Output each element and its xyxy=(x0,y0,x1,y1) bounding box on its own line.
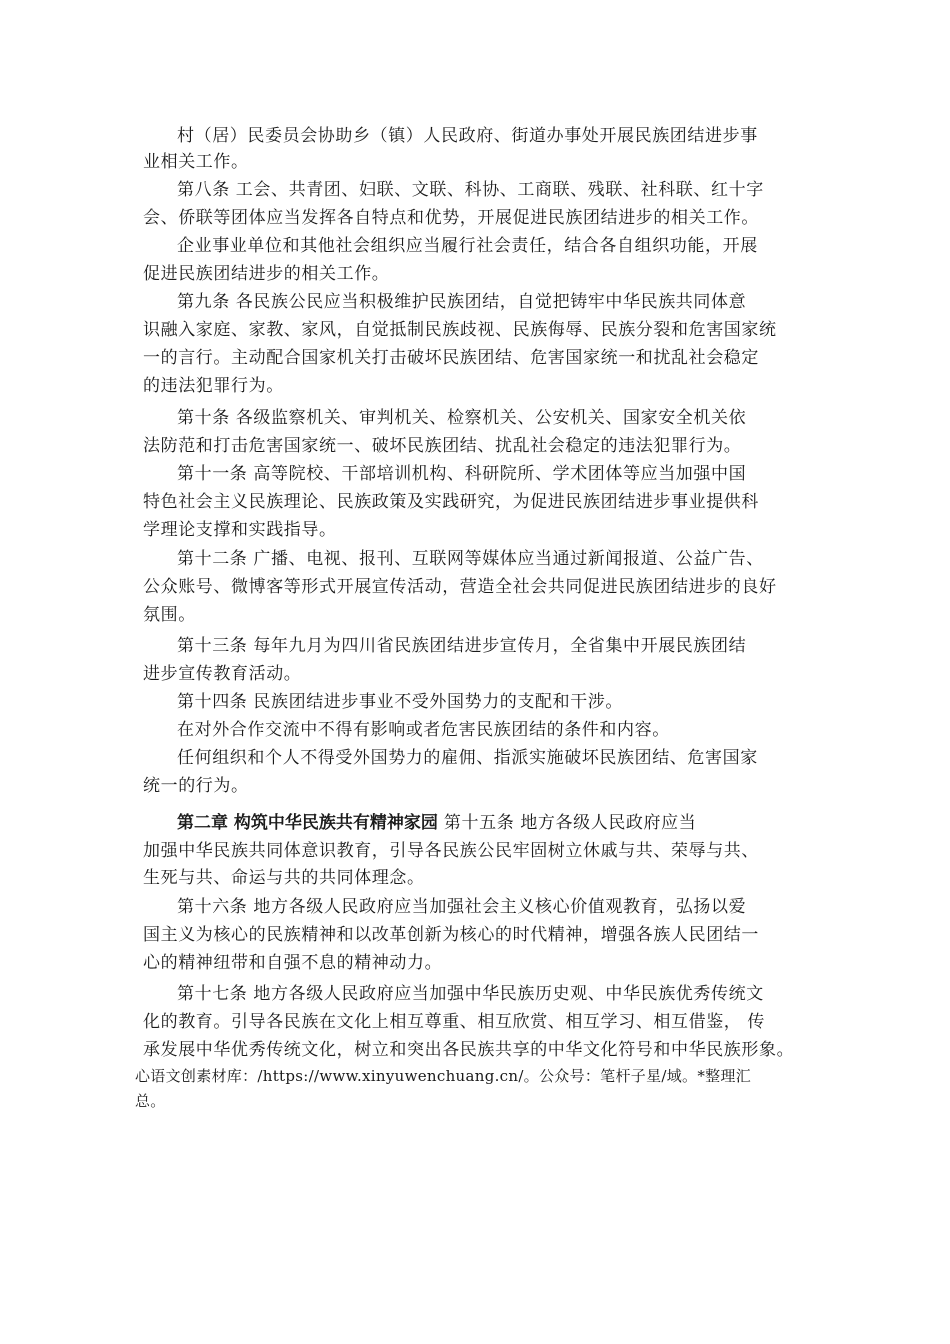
article-17-line: 第十七条 地方各级人民政府应当加强中华民族历史观、中华民族优秀传统文 xyxy=(177,984,764,1004)
paragraph-line: 促进民族团结进步的相关工作。 xyxy=(143,264,390,284)
paragraph-line: 心的精神纽带和自强不息的精神动力。 xyxy=(143,953,443,973)
paragraph-line: 的违法犯罪行为。 xyxy=(143,376,284,396)
paragraph-line: 会、侨联等团体应当发挥各自特点和优势，开展促进民族团结进步的相关工作。 xyxy=(143,208,759,228)
article-10-line: 第十条 各级监察机关、审判机关、检察机关、公安机关、国家安全机关依 xyxy=(177,408,747,428)
article-11-line: 第十一条 高等院校、干部培训机构、科研院所、学术团体等应当加强中国 xyxy=(177,464,747,484)
paragraph-line: 公众账号、微博客等形式开展宣传活动，营造全社会共同促进民族团结进步的良好 xyxy=(143,577,777,597)
article-8-line: 第八条 工会、共青团、妇联、文联、科协、工商联、残联、社科联、红十字 xyxy=(177,180,764,200)
paragraph-line: 村（居）民委员会协助乡（镇）人民政府、街道办事处开展民族团结进步事 xyxy=(177,126,758,146)
chapter-2-line xyxy=(177,811,696,835)
paragraph-line: 国主义为核心的民族精神和以改革创新为核心的时代精神，增强各族人民团结一 xyxy=(143,925,759,945)
article-16-line: 第十六条 地方各级人民政府应当加强社会主义核心价值观教育，弘扬以爱 xyxy=(177,897,747,917)
paragraph-line: 进步宣传教育活动。 xyxy=(143,664,302,684)
paragraph-line: 法防范和打击危害国家统一、破坏民族团结、扰乱社会稳定的违法犯罪行为。 xyxy=(143,436,742,456)
paragraph-line: 识融入家庭、家教、家风，自觉抵制民族歧视、民族侮辱、民族分裂和危害国家统 xyxy=(143,320,777,340)
paragraph-line: 学理论支撑和实践指导。 xyxy=(143,520,337,540)
paragraph-line: 生死与共、命运与共的共同体理念。 xyxy=(143,868,425,888)
paragraph-line: 任何组织和个人不得受外国势力的雇佣、指派实施破坏民族团结、危害国家 xyxy=(177,748,758,768)
paragraph-line: 一的言行。主动配合国家机关打击破坏民族团结、危害国家统一和扰乱社会稳定 xyxy=(143,348,759,368)
paragraph-line: 化的教育。引导各民族在文化上相互尊重、相互欣赏、相互学习、相互借鉴， 传 xyxy=(143,1012,766,1032)
paragraph-line: 业相关工作。 xyxy=(143,152,249,172)
paragraph-line: 特色社会主义民族理论、民族政策及实践研究，为促进民族团结进步事业提供科 xyxy=(143,492,759,512)
article-15-start: 第十五条 地方各级人民政府应当 xyxy=(437,813,697,833)
article-9-line: 第九条 各民族公民应当积极维护民族团结，自觉把铸牢中华民族共同体意 xyxy=(177,292,747,312)
footer-source-line: 心语文创素材库：/https://www.xinyuwenchuang.cn/。公众号：笔杆子星/域。*整理汇 xyxy=(135,1067,752,1085)
article-12-line: 第十二条 广播、电视、报刊、互联网等媒体应当通过新闻报道、公益广告、 xyxy=(177,549,764,569)
paragraph-line: 统一的行为。 xyxy=(143,776,249,796)
footer-source-line: 总。 xyxy=(135,1092,166,1110)
paragraph-line: 氛围。 xyxy=(143,605,196,625)
paragraph-line: 承发展中华优秀传统文化，树立和突出各民族共享的中华文化符号和中华民族形象。 xyxy=(143,1040,795,1060)
article-14-line: 第十四条 民族团结进步事业不受外国势力的支配和干涉。 xyxy=(177,692,624,712)
paragraph-line: 企业事业单位和其他社会组织应当履行社会责任，结合各自组织功能，开展 xyxy=(177,236,758,256)
article-13-line: 第十三条 每年九月为四川省民族团结进步宣传月，全省集中开展民族团结 xyxy=(177,636,747,656)
paragraph-line: 在对外合作交流中不得有影响或者危害民族团结的条件和内容。 xyxy=(177,720,670,740)
paragraph-line: 加强中华民族共同体意识教育，引导各民族公民牢固树立休戚与共、荣辱与共、 xyxy=(143,841,759,861)
chapter-heading: 第二章 构筑中华民族共有精神家园 xyxy=(177,813,438,833)
